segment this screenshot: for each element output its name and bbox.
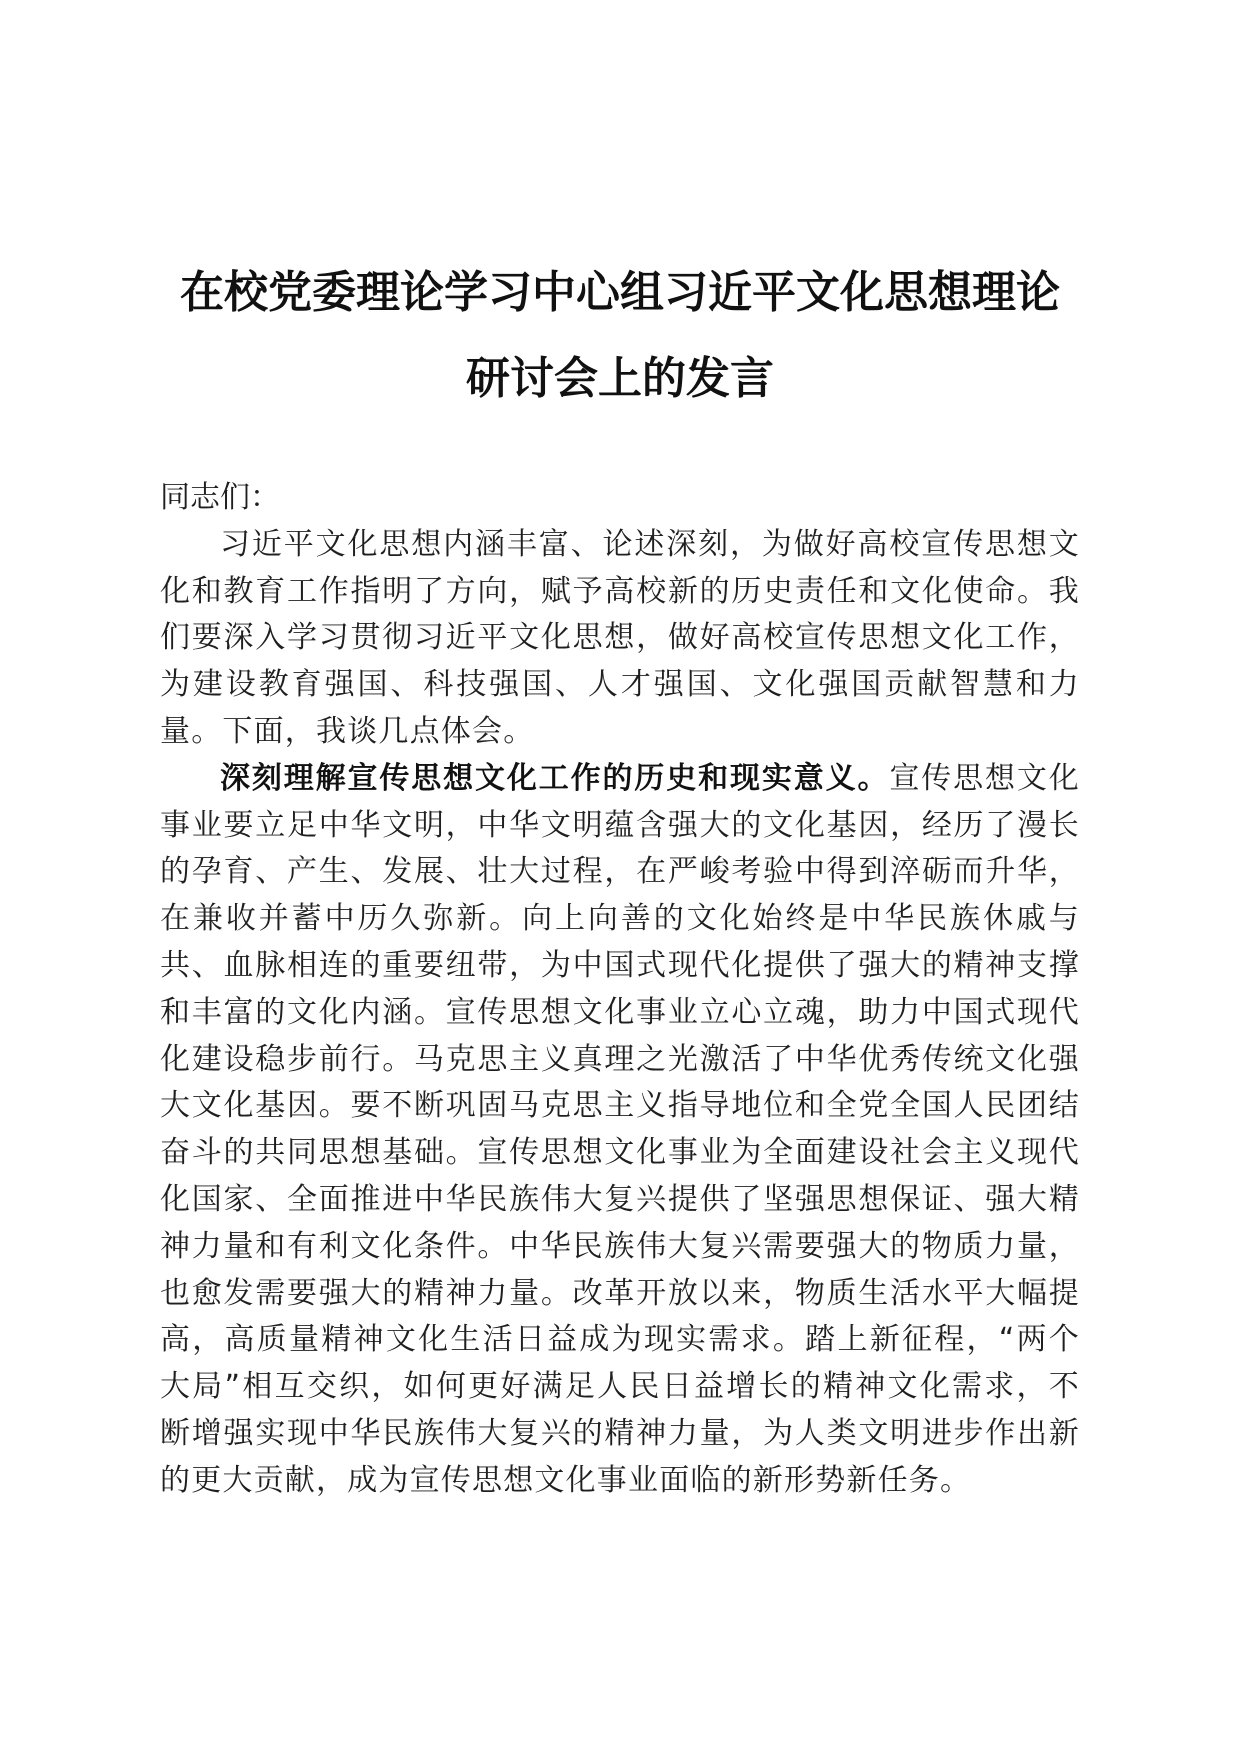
paragraph-section-1 <box>160 756 1080 1505</box>
title-line-1: 在校党委理论学习中心组习近平文化思想理论 <box>180 267 1060 318</box>
title-line-2: 研讨会上的发言 <box>466 353 774 404</box>
salutation: 同志们： <box>160 480 280 515</box>
section-heading: 深刻理解宣传思想文化工作的历史和现实意义。 <box>220 760 890 796</box>
document-body <box>160 475 1080 1505</box>
section-body: 宣传思想文化事业要立足中华文明，中华文明蕴含强大的文化基因，经历了漫长的孕育、产生、发展、壮大过程，在严峻考验中得到淬砺而升华，在兼收并蓄中历久弥新。向上向善的文化始终是中华民族休戚与共、血脉相连的重要纽带，为中国式现代化提供了强大的精神支撑和丰富的文化内涵。宣传思想文化事业立心立魂，助力中国式现代化建设稳步前行。马克思主义真理之光激活了中华优秀传统文化强大文化基因。要不断巩固马克思主义指导地位和全党全国人民团结奋斗的共同思想基础。宣传思想文化事业为全面建设社会主义现代化国家、全面推进中华民族伟大复兴提供了坚强思想保证、强大精神力量和有利文化条件。中华民族伟大复兴需要强大的物质力量，也愈发需要强大的精神力量。改革开放以来，物质生活水平大幅提高，高质量精神文化生活日益成为现实需求。踏上新征程，“两个大局”相互交织，如何更好满足人民日益增长的精神文化需求，不断增强实现中华民族伟大复兴的精神力量，为人类文明进步作出新的更大贡献，成为宣传思想文化事业面临的新形势新任务。 <box>160 760 1081 1498</box>
paragraph-intro: 习近平文化思想内涵丰富、论述深刻，为做好高校宣传思想文化和教育工作指明了方向，赋予高校新的历史责任和文化使命。我们要深入学习贯彻习近平文化思想，做好高校宣传思想文化工作，为建设教育强国、科技强国、人才强国、文化强国贡献智慧和力量。下面，我谈几点体会。 <box>160 526 1080 749</box>
document-title <box>150 250 1090 422</box>
